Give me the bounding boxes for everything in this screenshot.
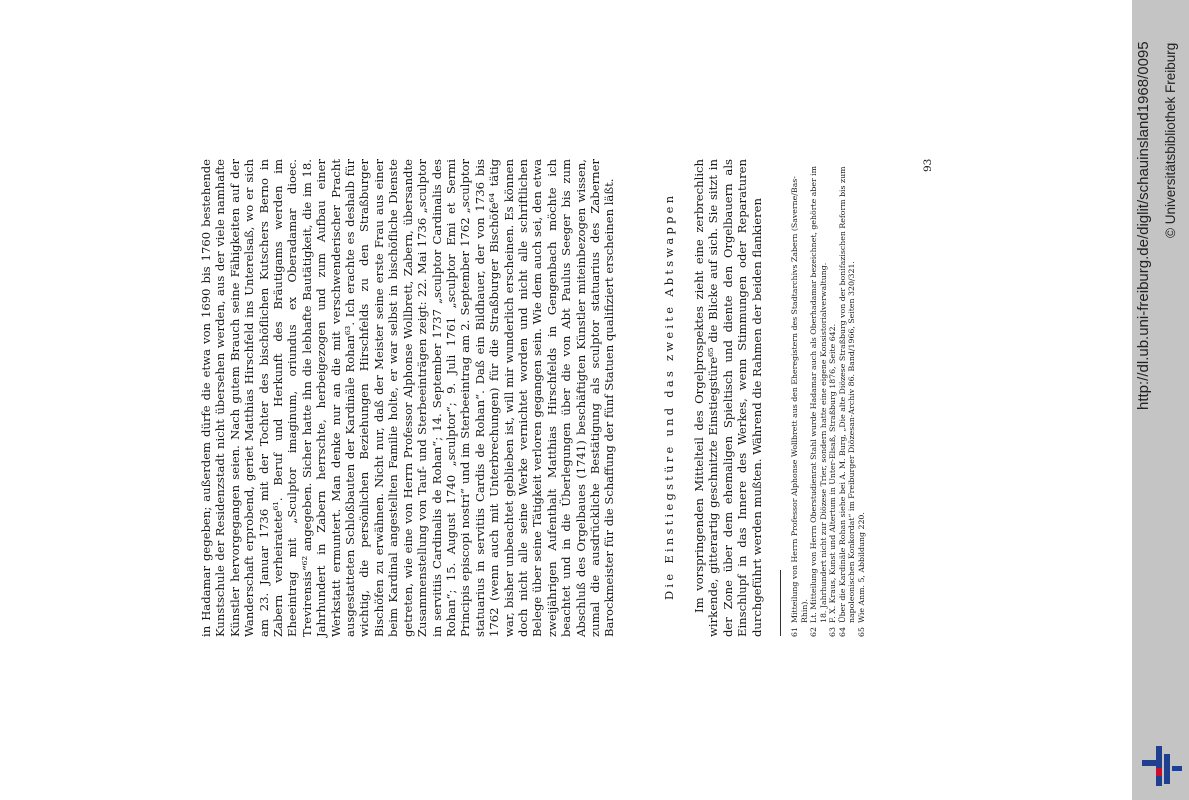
footnote-text: Wie Anm. 5, Abbildung 220. [856,512,866,623]
section-text-block [692,159,772,637]
permalink-url[interactable]: http://dl.ub.uni-freiburg.de/diglit/schauinsland1968/0095 [1135,41,1152,410]
logo-red-block [1156,768,1162,776]
footnote-text: Lt. Mitteilung von Herrn Oberstudienrat Stahl wurde Hadamar auch als Oberhadamar bezeichnet, gehörte aber im 18. Jahrhundert nicht zur Diözese Trier, sondern hatte eine eigene Konsistorialverwaltung. [809,165,828,623]
footnote-text: F. X. Kraus, Kunst und Altertum in Unter-Elsaß, Straßburg 1876, Seite 642. [828,323,837,623]
logo-bar-center [1156,746,1162,786]
footnote-65 [857,157,867,637]
page-number: 93 [922,158,934,172]
section-heading: Die Einstiegstüre und das zweite Abtswappen [662,192,676,600]
logo-bar-right [1164,754,1170,784]
logo-bar-left [1142,760,1156,766]
footnote-number: 64 [837,627,847,637]
footnote-text: Über die Kardinäle Rohan siehe bei A. M. Burg, „Die alte Diözese Straßburg von der bonifazischen Reform bis zum napoleonischen Konkordat“ im Freiburger Diözesan-Archiv 86. Band/1966, Seiten 320/321. [837,166,856,623]
footnote-number: 63 [828,627,837,637]
footnote-63 [828,157,838,637]
footnote-62 [809,157,828,637]
copyright-notice: © Universitätsbibliothek Freiburg [1163,42,1178,238]
footnote-divider [780,570,781,636]
logo-bar-far-right [1172,766,1182,771]
footnote-text: Mitteilung von Herrn Professor Alphonse Wollbrett aus den Eheregistern des Stadtarchivs Zabern (Saverne/Bas-Rhin). [790,176,809,623]
footnote-number: 62 [809,627,818,637]
footnote-number: 61 [790,627,799,637]
footnotes [790,157,910,637]
body-text-block [199,159,619,637]
ub-freiburg-logo-icon [1140,744,1184,788]
footnote-64 [838,157,857,637]
footnote-number: 65 [856,627,866,637]
body-paragraph: in Hadamar gegeben; außerdem dürfe die etwa von 1690 bis 1760 bestehende Kunstschule der Residenzstadt nicht übersehen werden, aus der viele namhafte Künstler hervorgegangen seien. Nach gutem Brauch seine Fähigkeiten auf der Wanderschaft erprobend, geriet Matthias Hirschfeld ins Unterelsaß, wo er sich am 23. Januar 1736 mit der Tochter des bischöflichen Kutschers Berno in Zabern verheiratete⁶¹. Beruf und Herkunft des Bräutigams werden im Eheeintrag mit „Sculptor imaginum, oriundus ex Oberadamar dioec. Trevirensis“⁶² angegeben. Sicher hatte ihn die lebhafte Bautätigkeit, die im 18. Jahrhundert in Zabern herrschte, herbeigezogen und zum Aufbau einer Werkstatt ermuntert. Man denke nur an die mit verschwenderischer Pracht ausgestatteten Schloßbauten der Kardinäle Rohan⁶³. Ich erachte es deshalb für wichtig, die persönlichen Beziehungen Hirschfelds zu den Straßburger Bischöfen zu erwähnen. Nicht nur, daß der Meister seine erste Frau aus einer beim Kardinal angestellten Familie holte, er war selbst in bischöfliche Dienste getreten, wie eine von Herrn Professor Alphonse Wollbrett, Zabern, übersandte Zusammenstellung von Tauf- und Sterbeeinträgen zeigt: 22. Mai 1736 „sculptor in servitiis Cardinalis de Rohan“; 14. September 1737 „sculptor Cardinalis des Rohan“; 15. August 1740 „sculptor“; 9. Juli 1761 „sculptor Emi et Sermi Principis episcopi nostri“ und im Sterbeeintrag am 2. September 1762 „sculptor statuarius in servitiis Cardis de Rohan“. Daß ein Bildhauer, der von 1736 bis 1762 (wenn auch mit Unterbrechungen) für die Straßburger Bischöfe⁶⁴ tätig war, bisher unbeachtet geblieben ist, will mir wunderlich erscheinen. Es können doch nicht alle seine Werke vernichtet worden und nicht alle schriftlichen Belege über seine Tätigkeit verloren gegangen sein. Wie dem auch sei, den etwa zweijährigen Aufenthalt Matthias Hirschfelds in Gengenbach möchte ich beachtet und in die Überlegungen über die von Abt Paulus Seeger bis zum Abschluß des Orgelbaues (1741) beschäftigten Künstler miteinbezogen wissen, zumal die ausdrückliche Bestätigung als sculptor statuarius des Zaberner Barockmeister für die Schaffung der fünf Statuen qualifiziert erscheinen läßt. [199,159,617,637]
section-paragraph: Im vorspringenden Mittelteil des Orgelprospektes zieht eine zerbrechlich wirkende, gitterartig geschnitzte Einstiegstüre⁶⁵ die Blicke auf sich. Sie sitzt in der Zone über dem ehemaligen Spieltisch und diente den Orgelbauern als Einschlupf in das Innere des Werkes, wenn Stimmungen oder Reparaturen durchgeführt werden mußten. Während die Rahmen der beiden flankieren [692,159,764,637]
footnote-61 [790,157,809,637]
